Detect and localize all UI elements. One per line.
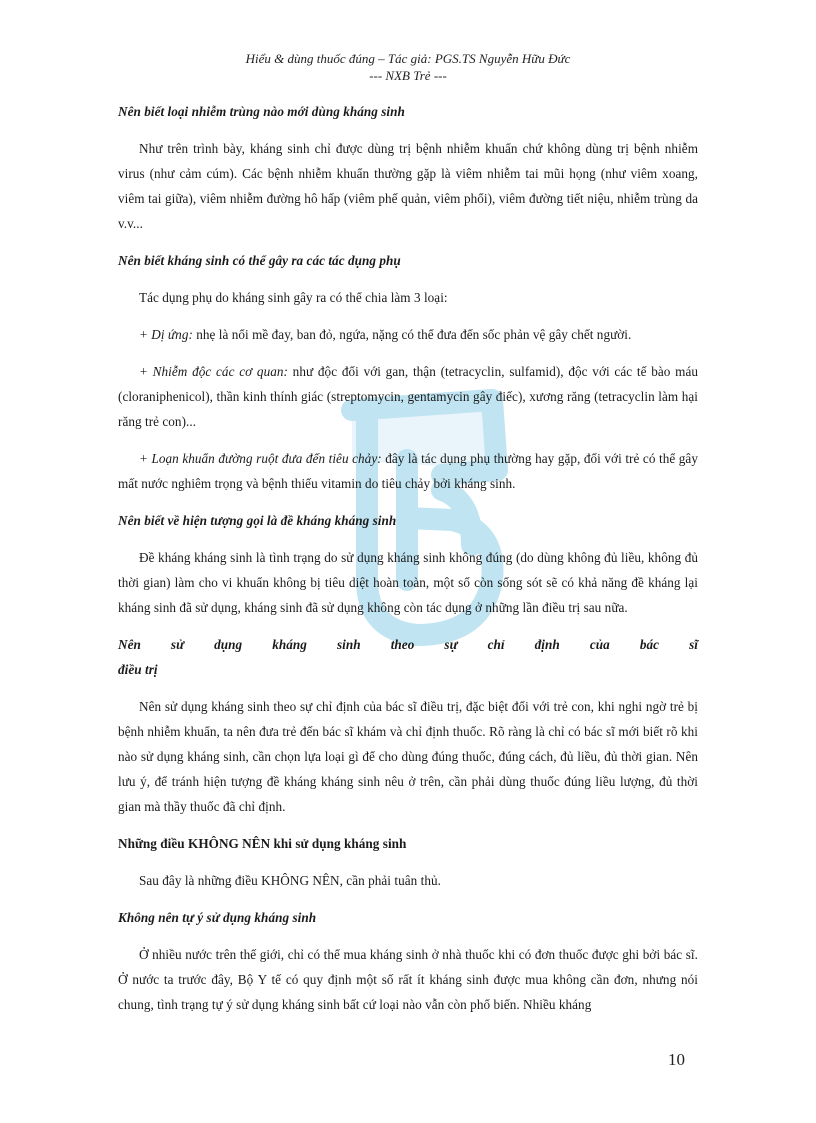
heading-word: sĩ <box>689 637 698 652</box>
running-header <box>0 50 816 84</box>
heading-word: chỉ <box>487 637 505 652</box>
list-item-label: + Loạn khuẩn đường ruột đưa đến tiêu chảy: <box>139 451 382 466</box>
heading-word: theo <box>390 637 415 652</box>
list-item-text: đây là tác dụng phụ thường hay gặp, đối với trẻ có thể gây mất nước nghiêm trọng và bệnh thiếu vitamin do tiêu chảy bởi kháng sinh. <box>118 451 698 491</box>
paragraph: Ở nhiều nước trên thế giới, chỉ có thể mua kháng sinh ở nhà thuốc khi có đơn thuốc được ghi bởi bác sĩ. Ở nước ta trước đây, Bộ Y tế có quy định một số rất ít kháng sinh được mua không cần đơn, nhưng nói chung, tình trạng tự ý sử dụng kháng sinh bất cứ loại nào vẫn còn phổ biến. Nhiều kháng <box>118 947 698 1012</box>
heading-word: dụng <box>214 637 243 652</box>
section-heading-continued: điều trị <box>118 662 158 677</box>
paragraph: Như trên trình bày, kháng sinh chỉ được dùng trị bệnh nhiễm khuẩn chứ không dùng trị bệnh nhiễm virus (như cảm cúm). Các bệnh nhiễm khuẩn thường gặp là viêm nhiễm tai mũi họng (như viêm xoang, viêm tai giữa), viêm nhiễm đường hô hấp (viêm phế quản, viêm phổi), viêm đường tiết niệu, nhiễm trùng da v.v... <box>118 141 698 231</box>
paragraph: Sau đây là những điều KHÔNG NÊN, cần phải tuân thủ. <box>139 873 441 888</box>
heading-word: sinh <box>336 637 361 652</box>
list-item-label: + Nhiễm độc các cơ quan: <box>139 364 288 379</box>
paragraph: Đề kháng kháng sinh là tình trạng do sử dụng kháng sinh không đúng (do dùng không đủ liều, không đủ thời gian) làm cho vi khuẩn không bị tiêu diệt hoàn toàn, một số còn sống sót sẽ có khả năng đề kháng lại kháng sinh đã sử dụng, kháng sinh đã sử dụng không còn tác dụng ở những lần điều trị sau nữa. <box>118 550 698 615</box>
heading-word: của <box>589 637 610 652</box>
list-item-text: nhẹ là nổi mề đay, ban đỏ, ngứa, nặng có thể đưa đến sốc phản vệ gây chết người. <box>192 327 632 342</box>
paragraph: Tác dụng phụ do kháng sinh gây ra có thể chia làm 3 loại: <box>139 290 448 305</box>
list-item <box>118 359 698 434</box>
list-item <box>118 446 698 496</box>
list-item-label: + Dị ứng: <box>139 327 193 342</box>
section-heading: Nên biết loại nhiễm trùng nào mới dùng kháng sinh <box>118 104 405 119</box>
heading-word: kháng <box>272 637 307 652</box>
section-heading: Không nên tự ý sử dụng kháng sinh <box>118 910 317 925</box>
list-item-text: như độc đối với gan, thận (tetracyclin, sulfamid), độc với các tế bào máu (cloraniphenicol), thần kinh thính giác (streptomycin, gentamycin gây điếc), xương răng (tetracyclin làm hại răng trẻ con)... <box>118 364 699 429</box>
page-number: 10 <box>668 1050 685 1069</box>
heading-word: bác <box>639 637 660 652</box>
heading-word: sử <box>170 637 185 652</box>
section-heading <box>118 632 698 657</box>
document-body <box>118 99 698 1017</box>
section-heading: Nên biết kháng sinh có thể gây ra các tác dụng phụ <box>118 253 401 268</box>
heading-word: Nên <box>118 637 141 652</box>
heading-word: sự <box>444 637 458 652</box>
header-publisher: --- NXB Trẻ --- <box>369 68 447 83</box>
header-title: Hiểu & dùng thuốc đúng – Tác giả: PGS.TS Nguyễn Hữu Đức <box>245 51 571 66</box>
list-item <box>118 322 698 347</box>
heading-word: định <box>534 637 560 652</box>
section-heading: Nên biết về hiện tượng gọi là đề kháng kháng sinh <box>118 513 397 528</box>
chapter-heading: Những điều KHÔNG NÊN khi sử dụng kháng sinh <box>118 836 407 851</box>
paragraph: Nên sử dụng kháng sinh theo sự chỉ định của bác sĩ điều trị, đặc biệt đối với trẻ con, khi nghi ngờ trẻ bị bệnh nhiễm khuẩn, ta nên đưa trẻ đến bác sĩ khám và chỉ định thuốc. Rõ ràng là chỉ có bác sĩ mới biết rõ khi nào sử dụng kháng sinh, cần chọn lựa loại gì để cho dùng đúng thuốc, đúng cách, đủ liều, đủ thời gian. Nên lưu ý, để tránh hiện tượng đề kháng kháng sinh nêu ở trên, cần phải dùng thuốc đúng liều lượng, đủ thời gian mà thầy thuốc đã chỉ định. <box>118 699 698 814</box>
